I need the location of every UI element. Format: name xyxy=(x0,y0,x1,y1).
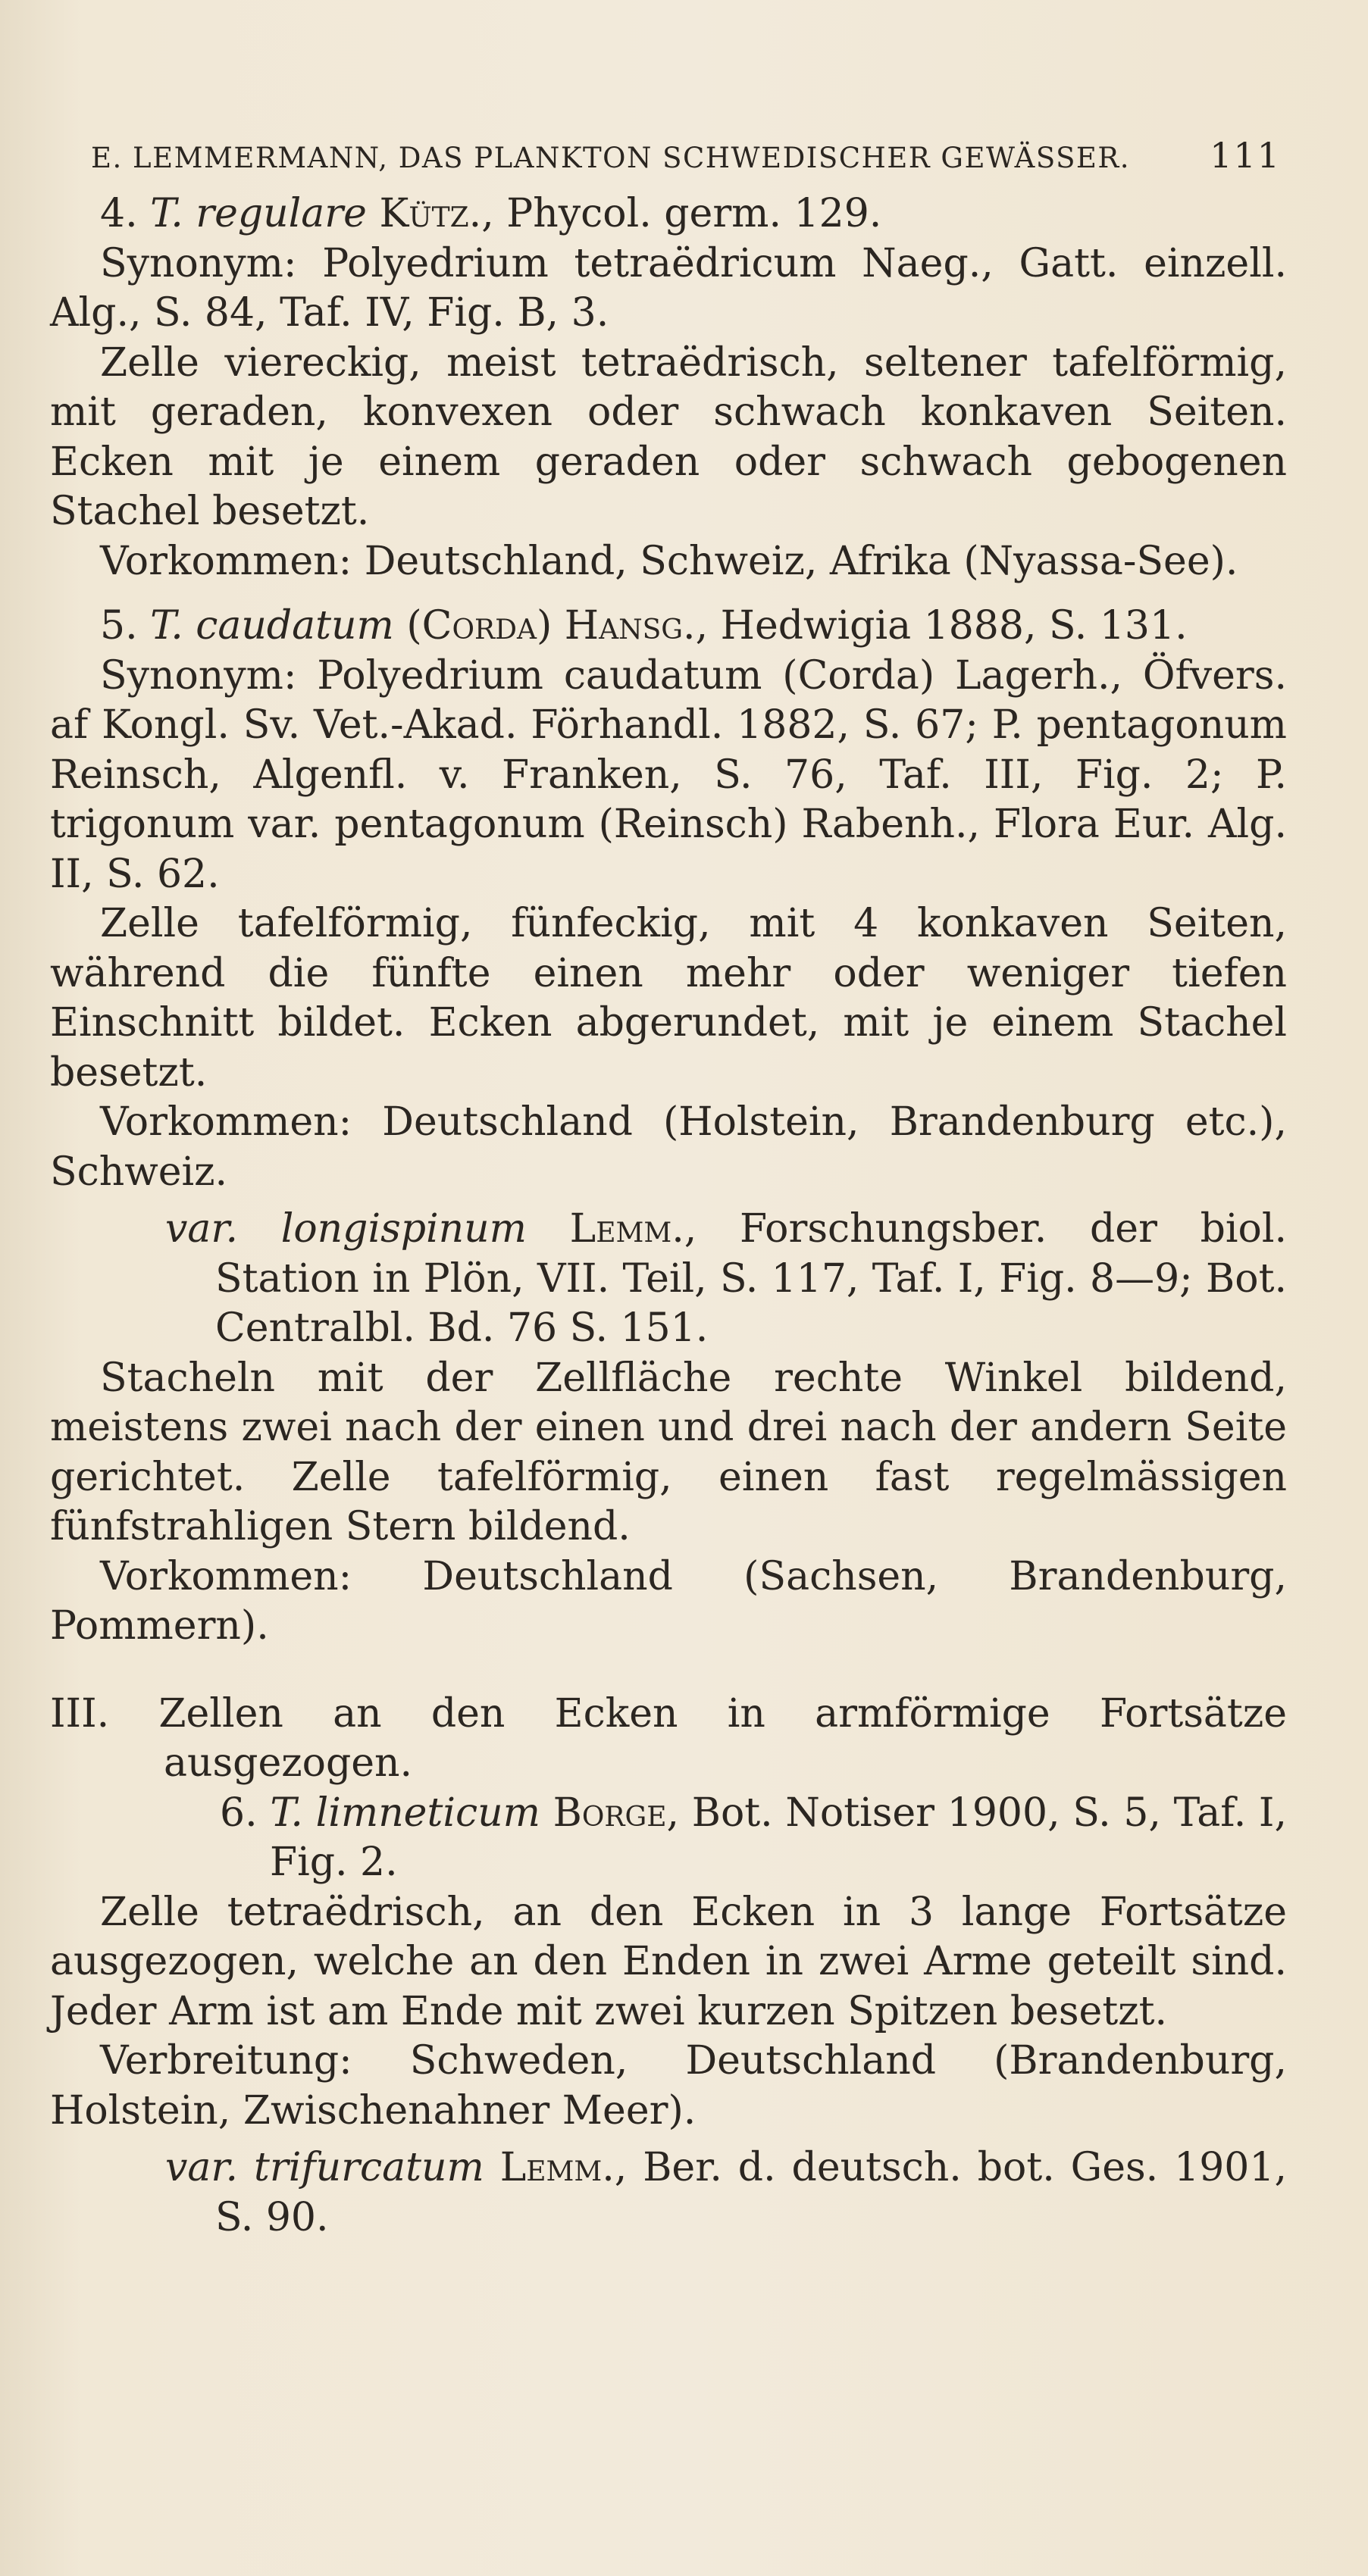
variety-1-occurrence: Vorkommen: Deutschland (Sachsen, Brandenburg, Pommern). xyxy=(50,1553,1287,1649)
variety-author: Lemm. xyxy=(569,1206,684,1252)
entry-5-synonym: Synonym: Polyedrium caudatum (Corda) Lagerh., Öfvers. af Kongl. Sv. Vet.-Akad. Förhandl. 1882, S. 67; P. pentagonum Reinsch, Algenfl. v. Franken, S. 76, Taf. III, Fig. 2; P. trigonum var. pentagonum (Reinsch) Rabenh., Flora Eur. Alg. II, S. 62. xyxy=(50,652,1287,897)
entry-6-heading: 6. T. limneticum Borge, Bot. Notiser 1900, S. 5, Taf. I, Fig. 2. xyxy=(220,1790,1288,1885)
entry-5-description: Zelle tafelförmig, fünfeckig, mit 4 konkaven Seiten, während die fünfte einen mehr oder weniger tiefen Einschnitt bildet. Ecken abgerundet, mit je einem Stachel besetzt. xyxy=(50,901,1287,1096)
taxon-author: Kütz. xyxy=(379,191,482,236)
taxon-name: T. limneticum xyxy=(270,1790,540,1836)
entry-4-synonym: Synonym: Polyedrium tetraëdricum Naeg., Gatt. einzell. Alg., S. 84, Taf. IV, Fig. B, 3. xyxy=(50,240,1287,336)
variety-name: var. trifurcatum xyxy=(165,2145,484,2190)
entry-5-heading: 5. T. caudatum (Corda) Hansg., Hedwigia 1888, S. 131. xyxy=(100,603,1188,649)
entry-5-occurrence: Vorkommen: Deutschland (Holstein, Brandenburg etc.), Schweiz. xyxy=(50,1099,1287,1195)
section-III-heading: III. Zellen an den Ecken in armförmige Fortsätze ausgezogen. xyxy=(50,1690,1287,1786)
taxon-author: Borge xyxy=(553,1790,667,1836)
variety-1-description: Stacheln mit der Zellfläche rechte Winkel bildend, meistens zwei nach der einen und drei nach der andern Seite gerichtet. Zelle tafelförmig, einen fast regelmässigen fünfstrahligen Stern bildend. xyxy=(50,1355,1287,1549)
variety-author: Lemm. xyxy=(499,2145,615,2190)
entry-6-occurrence: Verbreitung: Schweden, Deutschland (Brandenburg, Holstein, Zwischenahner Meer). xyxy=(50,2038,1287,2134)
entry-4-heading: 4. T. regulare Kütz., Phycol. germ. 129. xyxy=(100,191,882,236)
running-header xyxy=(91,135,1281,176)
page-body xyxy=(50,189,1287,2243)
variety-1-heading: var. longispinum Lemm., Forschungsber. der biol. Station in Plön, VII. Teil, S. 117, Taf. I, Fig. 8—9; Bot. Centralbl. Bd. 76 S. 151. xyxy=(165,1206,1288,1351)
variety-2-heading: var. trifurcatum Lemm., Ber. d. deutsch. bot. Ges. 1901, S. 90. xyxy=(165,2145,1287,2240)
entry-4-occurrence: Vorkommen: Deutschland, Schweiz, Afrika (Nyassa-See). xyxy=(100,538,1238,584)
entry-6-description: Zelle tetraëdrisch, an den Ecken in 3 lange Fortsätze ausgezogen, welche an den Enden in zwei Arme geteilt sind. Jeder Arm ist am Ende mit zwei kurzen Spitzen besetzt. xyxy=(50,1889,1287,2034)
variety-name: var. longispinum xyxy=(165,1206,527,1252)
entry-4-description: Zelle viereckig, meist tetraëdrisch, seltener tafelförmig, mit geraden, konvexen oder schwach konkaven Seiten. Ecken mit je einem geraden oder schwach gebogenen Stachel besetzt. xyxy=(50,339,1287,534)
taxon-author: (Corda) xyxy=(406,603,553,649)
page-number: 111 xyxy=(1210,135,1281,176)
taxon-author: Hansg. xyxy=(564,603,696,649)
taxon-name: T. regulare xyxy=(150,191,367,236)
taxon-name: T. caudatum xyxy=(150,603,394,649)
running-title: E. LEMMERMANN, DAS PLANKTON SCHWEDISCHER GEWÄSSER. xyxy=(91,142,1131,174)
